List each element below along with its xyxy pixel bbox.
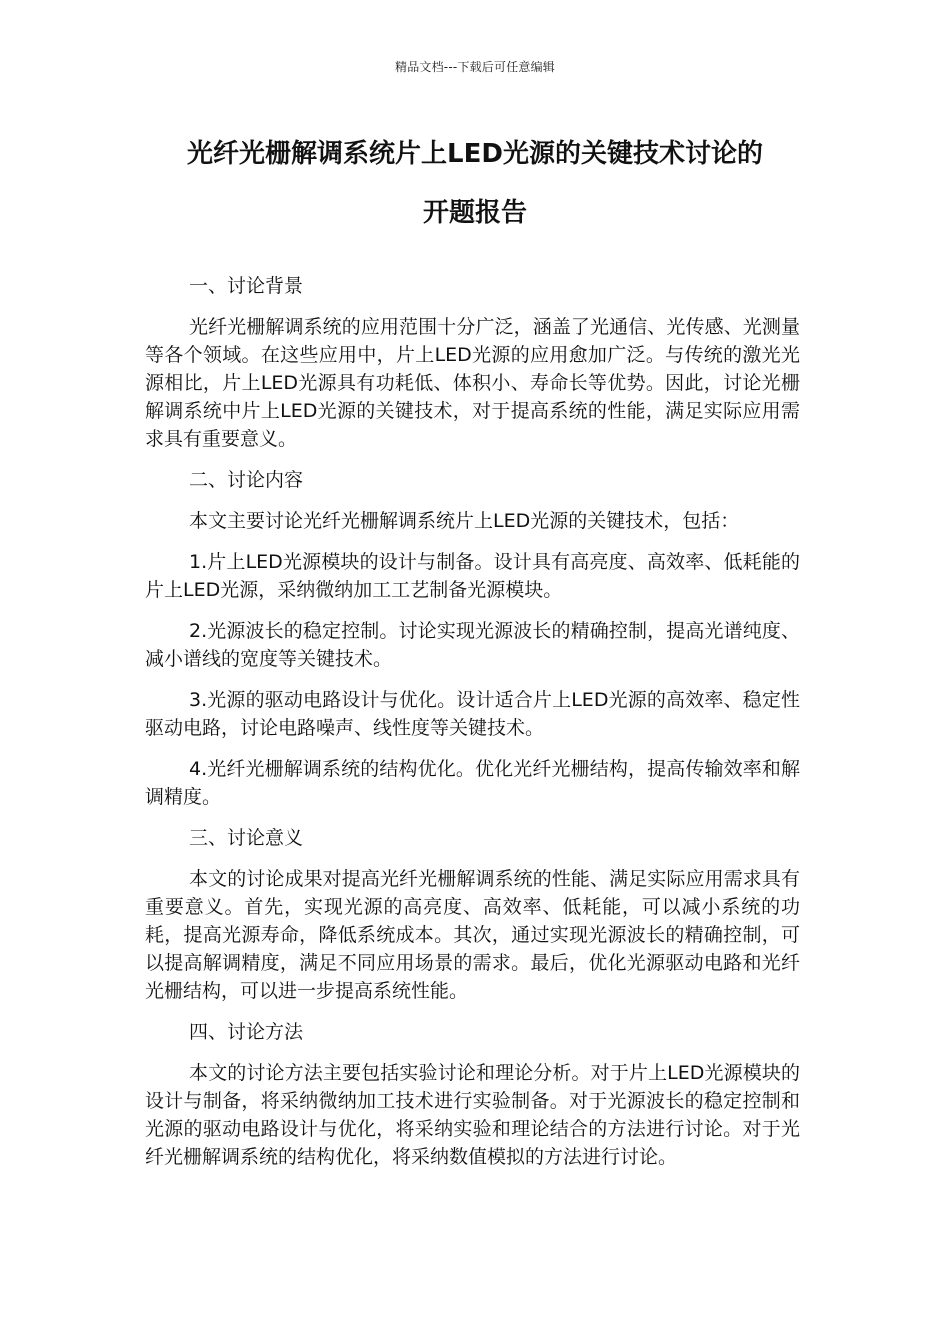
document-title-line-1: 光纤光栅解调系统片上LED光源的关键技术讨论的	[187, 139, 763, 169]
significance-paragraph: 本文的讨论成果对提高光纤光栅解调系统的性能、满足实际应用需求具有重要意义。首先，实现光源的高亮度、高效率、低耗能，可以减小系统的功耗，提高光源寿命，降低系统成本。其次，通过实现光源波长的精确控制，可以提高解调精度，满足不同应用场景的需求。最后，优化光源驱动电路和光纤光栅结构，可以进一步提高系统性能。	[145, 868, 800, 1002]
section-heading-background: 一、讨论背景	[189, 275, 304, 297]
section-heading-significance: 三、讨论意义	[189, 827, 304, 849]
content-item-2: 2.光源波长的稳定控制。讨论实现光源波长的精确控制，提高光谱纯度、减小谱线的宽度等关键技术。	[145, 620, 800, 670]
content-item-1: 1.片上LED光源模块的设计与制备。设计具有高亮度、高效率、低耗能的片上LED光源，采纳微纳加工工艺制备光源模块。	[145, 551, 800, 601]
document-title-line-2: 开题报告	[422, 198, 527, 228]
header-watermark: 精品文档---下载后可任意编辑	[395, 60, 555, 74]
content-item-4: 4.光纤光栅解调系统的结构优化。优化光纤光栅结构，提高传输效率和解调精度。	[145, 758, 800, 808]
method-paragraph: 本文的讨论方法主要包括实验讨论和理论分析。对于片上LED光源模块的设计与制备，将采纳微纳加工技术进行实验制备。对于光源波长的稳定控制和光源的驱动电路设计与优化，将采纳实验和理论结合的方法进行讨论。对于光纤光栅解调系统的结构优化，将采纳数值模拟的方法进行讨论。	[145, 1062, 800, 1168]
document-body	[145, 272, 800, 1184]
background-paragraph: 光纤光栅解调系统的应用范围十分广泛，涵盖了光通信、光传感、光测量等各个领域。在这些应用中，片上LED光源的应用愈加广泛。与传统的激光光源相比，片上LED光源具有功耗低、体积小、寿命长等优势。因此，讨论光栅解调系统中片上LED光源的关键技术，对于提高系统的性能，满足实际应用需求具有重要意义。	[145, 316, 800, 450]
section-heading-content: 二、讨论内容	[189, 469, 304, 491]
content-item-3: 3.光源的驱动电路设计与优化。设计适合片上LED光源的高效率、稳定性驱动电路，讨论电路噪声、线性度等关键技术。	[145, 689, 800, 739]
content-intro-paragraph: 本文主要讨论光纤光栅解调系统片上LED光源的关键技术，包括：	[189, 510, 740, 532]
section-heading-method: 四、讨论方法	[189, 1021, 304, 1043]
